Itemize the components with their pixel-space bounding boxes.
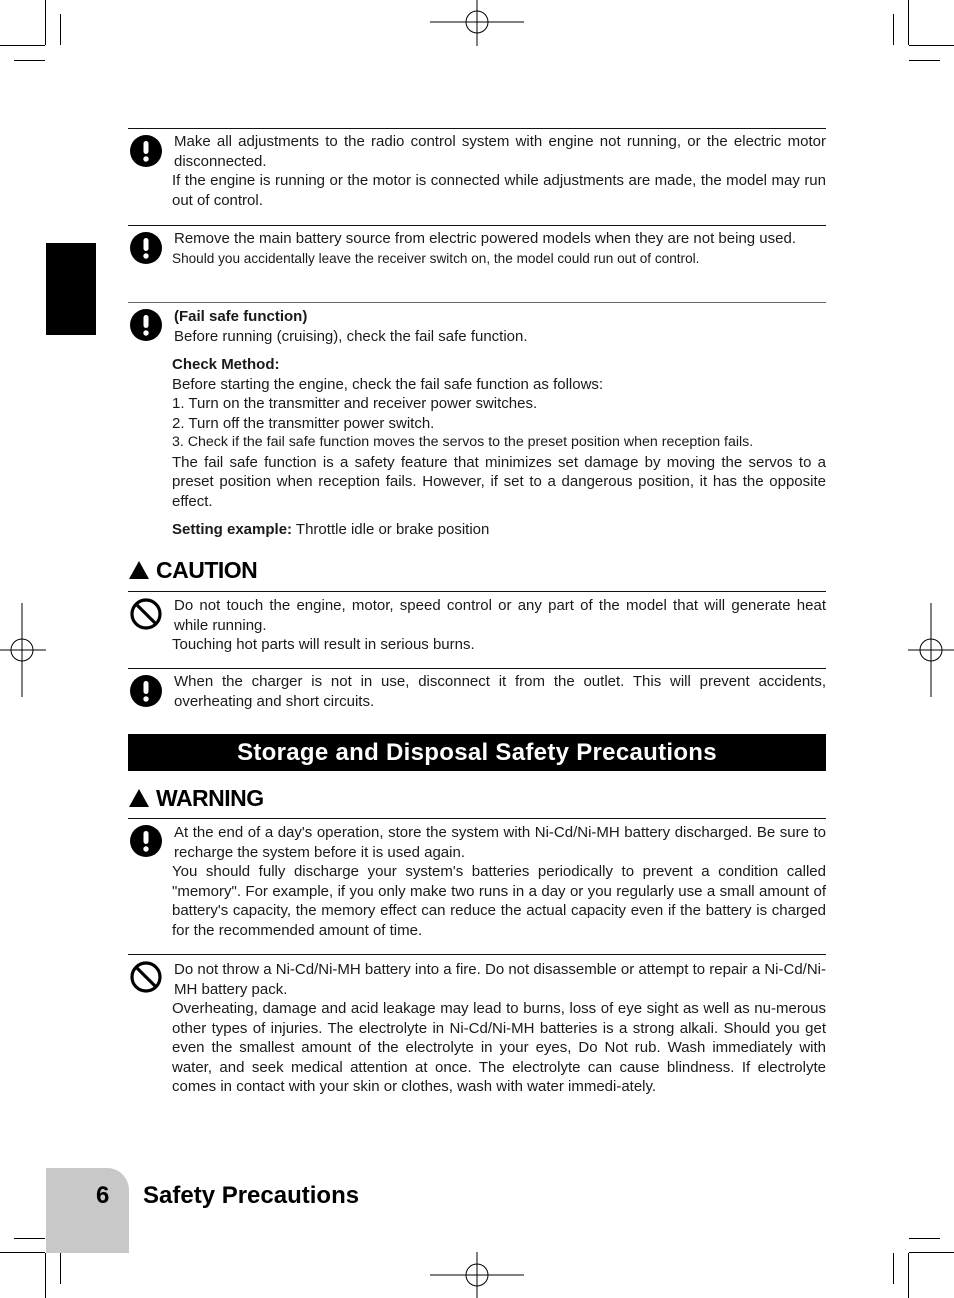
block-main-text: Remove the main battery source from electric powered models when they are not being used. [174, 230, 796, 247]
block-main-text: Do not throw a Ni-Cd/Ni-MH battery into a fire. Do not disassemble or attempt to repair a Ni-Cd/Ni-MH battery pack. [174, 961, 826, 998]
block-main-text: Do not touch the engine, motor, speed control or any part of the model that will generate heat while running. [174, 597, 826, 634]
check-step: Before starting the engine, check the fail safe function as follows: [172, 375, 604, 393]
block-detail-text: Should you accidentally leave the receiver switch on, the model could run out of control. [172, 250, 700, 266]
caution-block-charger [128, 668, 826, 710]
setting-example-label: Setting example: [172, 521, 293, 538]
block-detail-text: Touching hot parts will result in serious burns. [172, 636, 475, 653]
storage-block-fire [128, 954, 826, 1095]
failsafe-intro: Before running (cruising), check the fail safe function. [174, 327, 528, 345]
storage-block-discharge [128, 818, 826, 939]
caution-heading-text: CAUTION [156, 556, 258, 583]
prohibited-icon [130, 598, 162, 630]
setting-example-value: Throttle idle or brake position [292, 521, 490, 538]
caution-block-hot-parts [128, 591, 826, 653]
footer-tab [46, 1168, 129, 1253]
page-number: 6 [96, 1182, 110, 1209]
exclamation-icon [130, 825, 162, 857]
block-detail-text: If the engine is running or the motor is connected while adjustments are made, the model may run out of control. [172, 172, 826, 209]
caution-heading [128, 555, 257, 585]
warning-heading [128, 783, 264, 813]
section-tab-marker [46, 243, 96, 335]
block-detail-text: You should fully discharge your system's batteries periodically to prevent a condition called "memory". For example, if you only make two runs in a day or you regularly use a small amount of battery's capacity, the memory effect can reduce the actual capacity even if the battery is charged for the recommended amount of time. [172, 863, 826, 939]
check-step: 3. Check if the fail safe function moves the servos to the preset position when reception fails. [172, 434, 754, 450]
warning-triangle-icon [128, 560, 150, 580]
block-main-text: Make all adjustments to the radio control system with engine not running, or the electric motor disconnected. [174, 133, 826, 170]
warning-triangle-icon [128, 788, 150, 808]
warning-block-battery [128, 225, 826, 266]
setting-example [172, 520, 826, 540]
block-main-text: At the end of a day's operation, store the system with Ni-Cd/Ni-MH battery discharged. Be sure to recharge the system before it is used again. [174, 824, 826, 861]
failsafe-title: (Fail safe function) [174, 308, 308, 325]
check-method-title: Check Method: [172, 356, 280, 373]
block-detail-text: Overheating, damage and acid leakage may lead to burns, loss of eye sight as well as nu-merous other types of injuries. The electrolyte in Ni-Cd/Ni-MH batteries is a strong alkali. Should you get even the smallest amount of the electrolyte in your eyes, Do Not rub. Wash immediately with water, and seek medical attention at once. The electrolyte can cause blindness. If electrolyte comes in contact with your skin or clothes, wash with water immedi-ately. [172, 1000, 826, 1095]
exclamation-icon [130, 309, 162, 341]
check-step: 1. Turn on the transmitter and receiver power switches. [172, 395, 538, 412]
warning-block-failsafe [128, 302, 826, 538]
exclamation-icon [130, 675, 162, 707]
warning-heading-text: WARNING [156, 784, 264, 811]
exclamation-icon [130, 232, 162, 264]
exclamation-icon [130, 135, 162, 167]
footer-section-title: Safety Precautions [143, 1182, 360, 1209]
prohibited-icon [130, 961, 162, 993]
section-banner: Storage and Disposal Safety Precautions [128, 734, 826, 771]
block-main-text: When the charger is not in use, disconnect it from the outlet. This will prevent accidents, overheating and short circuits. [174, 673, 826, 710]
check-step: 2. Turn off the transmitter power switch. [172, 414, 435, 432]
failsafe-explanation: The fail safe function is a safety feature that minimizes set damage by moving the servos to a preset position when reception fails. However, if set to a dangerous position, it has the opposite effect. [172, 453, 826, 510]
warning-block-adjustments [128, 128, 826, 209]
